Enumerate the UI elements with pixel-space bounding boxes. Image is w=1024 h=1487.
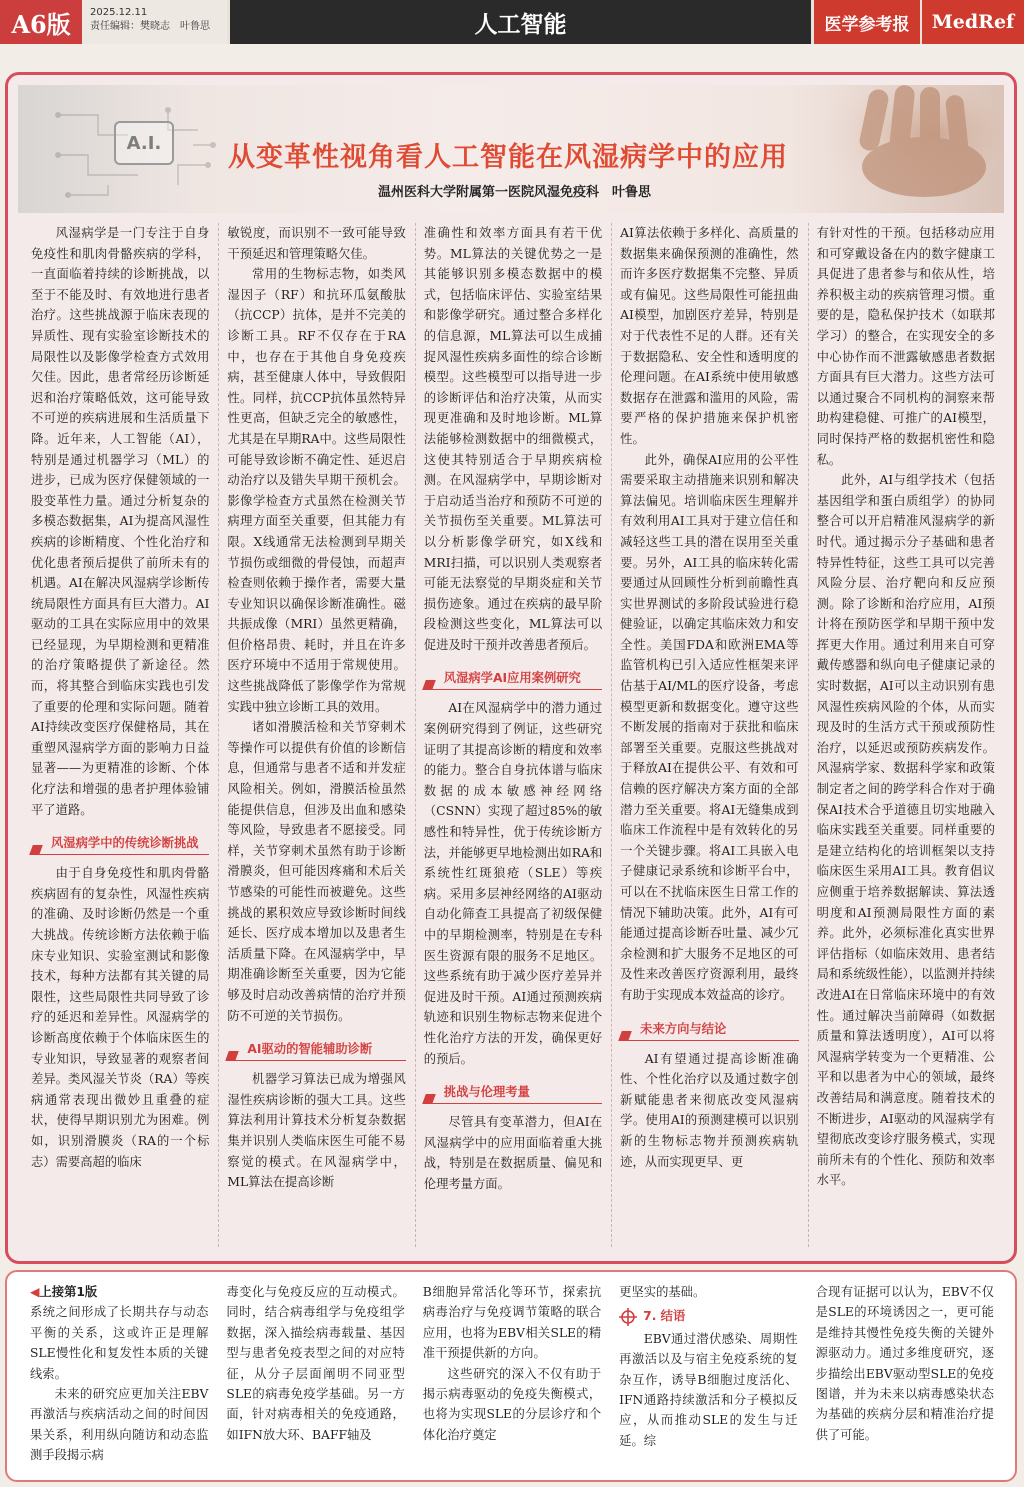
heading-marker (422, 680, 436, 690)
heading-marker (618, 1031, 632, 1041)
medref-logo: MedRef (922, 0, 1024, 44)
paragraph: B细胞异常活化等环节，探索抗病毒治疗与免疫调节策略的联合应用，也将为EBV相关SLE的精准干预提供新的方向。 (422, 1285, 602, 1361)
paragraph: 毒变化与免疫反应的互动模式。同时，结合病毒组学与免疫组学数据，深入描绘病毒载量、基因型与患者免疫表型之间的对应特征，从分子层面阐明不同亚型SLE的病毒免疫学基础。另一方面，针对病毒相关的免疫通路，如IFN放大环、BAFF轴及 (226, 1285, 405, 1442)
article-byline: 温州医科大学附属第一医院风湿免疫科 叶鲁思 (378, 185, 652, 200)
paragraph: 此外，AI与组学技术（包括基因组学和蛋白质组学）的协同整合可以开启精准风湿病学的新时代。通过揭示分子基础和患者特异性特征，这些工具可以完善风险分层、治疗靶向和反应预测。除了诊断和治疗应用，AI预计将在预防医学和早期干预中发挥更大作用。通过利用来自可穿戴传感器和纵向电子健康记录的实时数据，AI可以主动识别有患风湿性疾病风险的个体，从而实现及时的生活方式干预或预防性治疗，以延迟或预防疾病发作。风湿病学家、数据科学家和政策制定者之间的跨学科合作对于确保AI技术合乎道德且切实地融入临床实践至关重要。同样重要的是建立结构化的培训框架以支持临床医生采用AI工具。教育倡议应侧重于培养数据解读、算法透明度和AI预测局限性方面的素养。此外，必须标准化真实世界评估指标（如临床效用、患者结局和系统级性能），以监测并持续改进AI在日常临床环境中的有效性。通过解决当前障碍（如数据质量和算法透明度），AI可以将风湿病学转变为一个更精准、公平和以患者为中心的领域，最终改善结局和满意度。随着技术的不断进步，AI驱动的风湿病学有望彻底改变诊疗服务模式，实现前所未有的个性化、预防和效率水平。 (816, 473, 995, 1188)
paragraph: 合现有证据可以认为，EBV不仅是SLE的环境诱因之一，更可能是维持其慢性免疫失衡的关键外源驱动力。通过多维度研究，逐步描绘出EBV驱动型SLE的免疫图谱，并为未来以病毒感染状态为基础的疾病分层和精准治疗提供了可能。 (815, 1285, 994, 1442)
paragraph: 更坚实的基础。 (619, 1285, 706, 1299)
paragraph: 未来的研究应更加关注EBV再激活与疾病活动之间的时间因果关系，利用纵向随访和动态监测手段揭示病 (30, 1387, 209, 1463)
heading-marker (29, 845, 43, 855)
conclusion-heading (619, 1306, 797, 1326)
header-meta (82, 0, 227, 44)
paragraph: 风湿病学是一门专注于自身免疫性和肌肉骨骼疾病的学科，一直面临着持续的诊断挑战，以至于不能及时、有效地进行患者治疗。这些挑战源于临床表现的异质性、现有实验室诊断技术的局限性以及影像学检查方式效用欠佳。因此，患者常经历诊断延迟和治疗策略低效，这可能导致不可逆的疾病进展和生活质量下降。近年来，人工智能（AI），特别是通过机器学习（ML）的进步，已成为医疗保健领域的一股变革性力量。通过分析复杂的多模态数据集，AI为提高风湿性疾病的诊断精度、个性化治疗和优化患者预后提供了前所未有的机遇。AI在解决风湿病学诊断传统局限性方面具有巨大潜力。AI驱动的工具在实际应用中的效果已经显现，为早期检测和更精准的治疗策略提供了新途径。然而，将其整合到临床实践也引发了重要的伦理和实际问题。随着AI持续改变医疗保健格局，其在重塑风湿病学方面的影响力日益显著——为更精准的诊断、个体化疗法和增强的患者护理体验铺平了道路。 (31, 226, 210, 817)
section-title: 人工智能 (230, 0, 811, 44)
jump-label: 上接第1版 (39, 1285, 98, 1299)
paragraph: 此外，确保AI应用的公平性需要采取主动措施来识别和解决算法偏见。培训临床医生理解并有效利用AI工具对于建立信任和减轻这些工具的潜在误用至关重要。另外，AI工具的临床转化需要通过从回顾性分析到前瞻性真实世界测试的多阶段试验进行稳健验证，以确定其临床效力和安全性。美国FDA和欧洲EMA等监管机构已引入适应性框架来评估基于AI/ML的医疗设备，考虑模型更新和数据变化。遵守这些不断发展的指南对于获批和临床部署至关重要。克服这些挑战对于释放AI在提供公平、有效和可信赖的医疗解决方案方面的全部潜力至关重要。将AI无缝集成到临床工作流程中是有效转化的另一个关键步骤。将AI工具嵌入电子健康记录系统和诊断平台中，可以在不扰临床医生日常工作的情况下辅助决策。此外，AI有可能通过提高诊断吞吐量、减少冗余检测和扩大服务不足地区的可及性来改善医疗资源利用，最终有助于实现成本效益高的诊疗。 (620, 452, 799, 1002)
paragraph: 常用的生物标志物，如类风湿因子（RF）和抗环瓜氨酸肽（抗CCP）抗体，是并不完美的诊断工具。RF不仅存在于RA中，也存在于其他自身免疫疾病，甚至健康人体中，导致假阳性。同样，抗CCP抗体虽然特异性更高，但缺乏完全的敏感性，尤其是在早期RA中。这些局限性可能导致诊断不确定性、延迟启动治疗以及错失早期干预机会。影像学检查方式虽然在检测关节病理方面至关重要，但其能力有限。X线通常无法检测到早期关节损伤或细微的骨侵蚀，而超声检查则依赖于操作者，需要大量专业知识以确保诊断准确性。磁共振成像（MRI）虽然更精确，但价格昂贵、耗时，并且在许多医疗环境中不适用于常规使用。这些挑战降低了影像学作为常规实践中独立诊断工具的效用。 (227, 267, 406, 714)
page-header (0, 0, 1024, 44)
edition-label: A6版 (0, 0, 82, 44)
section-heading-text: 未来方向与结论 (640, 1021, 727, 1036)
section-heading-text: 挑战与伦理考量 (443, 1085, 530, 1100)
left-arrow-icon: ◀ (30, 1285, 40, 1299)
paragraph: 尽管具有变革潜力，但AI在风湿病学中的应用面临着重大挑战，特别是在数据质量、偏见和伦理考量方面。 (423, 1115, 603, 1191)
paragraph: 机器学习算法已成为增强风湿性疾病诊断的强大工具。这些算法利用计算技术分析复杂数据集并识别人类临床医生可能不易察觉的模式。在风湿病学中，ML算法在提高诊断 (227, 1072, 406, 1190)
paragraph: 由于自身免疫性和肌肉骨骼疾病固有的复杂性，风湿性疾病的准确、及时诊断仍然是一个重大挑战。传统诊断方法依赖于临床专业知识、实验室测试和影像技术，每种方法都有其关键的局限性，这些局限性共同导致了诊疗的延迟和差异性。风湿病学的诊断高度依赖于个体临床医生的专业知识，导致显著的观察者间差异。类风湿关节炎（RA）等疾病通常表现出微妙且重叠的症状，使得早期识别尤为困难。例如，识别滑膜炎（RA的一个标志）需要高超的临床 (31, 866, 210, 1169)
column-2 (218, 223, 414, 1257)
continuation-column-5 (807, 1282, 1003, 1478)
continuation-columns (21, 1282, 1003, 1478)
heading-marker (226, 1051, 240, 1061)
article-columns (22, 223, 1004, 1257)
article-title: 从变革性视角看人工智能在风湿病学中的应用 (228, 142, 788, 173)
paragraph: AI有望通过提高诊断准确性、个性化治疗以及通过数字创新赋能患者来彻底改变风湿病学。使用AI的预测建模可以识别新的生物标志物并预测疾病轨迹，从而实现更早、更 (620, 1051, 799, 1169)
section-heading (424, 1081, 602, 1104)
column-5 (808, 223, 1004, 1257)
paragraph: 敏锐度，而识别不一致可能导致干预延迟和管理策略欠佳。 (227, 226, 406, 261)
conclusion-heading-text: 7. 结语 (643, 1309, 686, 1324)
paragraph: 诸如滑膜活检和关节穿刺术等操作可以提供有价值的诊断信息，但通常与患者不适和并发症风险相关。例如，滑膜活检虽然能提供信息，但涉及出血和感染等风险，导致患者不愿接受。同样，关节穿刺术虽然有助于诊断滑膜炎，但可能因疼痛和术后关节感染的可能性而被避免。这些挑战的累积效应导致诊断时间线延长、医疗成本增加以及患者生活质量下降。在风湿病学中，早期准确诊断至关重要，因为它能够及时启动改善病情的治疗并预防不可逆的关节损伤。 (227, 720, 406, 1023)
paragraph: 系统之间形成了长期共存与动态平衡的关系，这或许正是理解SLE慢性化和复发性本质的关键线索。 (30, 1305, 209, 1381)
section-heading (424, 667, 602, 690)
article-frame (5, 72, 1017, 1264)
continuation-column-3 (414, 1282, 610, 1478)
crosshair-icon (619, 1308, 637, 1326)
column-3 (415, 223, 611, 1257)
section-heading (31, 832, 209, 855)
newspaper-brand: 医学参考报 (814, 0, 920, 44)
continuation-box (5, 1270, 1017, 1482)
paragraph: 有针对性的干预。包括移动应用和可穿戴设备在内的数字健康工具促进了患者参与和依从性，培养积极主动的疾病管理习惯。重要的是，隐私保护技术（如联邦学习）的整合，在实现安全的多中心协作而不泄露敏感患者数据方面具有巨大潜力。这些方法可以通过聚合不同机构的洞察来帮助构建稳健、可推广的AI模型，同时保持严格的数据机密性和隐私。 (816, 226, 995, 467)
section-heading (620, 1018, 798, 1041)
paragraph: AI在风湿病学中的潜力通过案例研究得到了例证，这些研究证明了其提高诊断的精度和效率的能力。整合自身抗体谱与临床数据的成本敏感神经网络（CSNN）实现了超过85%的敏感性和特异性，优于传统诊断方法，并能够更早地检测出如RA和系统性红斑狼疮（SLE）等疾病。采用多层神经网络的AI驱动自动化筛查工具提高了初级保健中的早期检测率，特别是在专科医生资源有限的服务不足地区。这些系统有助于减少医疗差异并促进及时干预。AI通过预测疾病轨迹和识别生物标志物来促进个性化治疗方法的开发，确保更好的预后。 (423, 701, 603, 1066)
ai-badge: A.I. (114, 121, 174, 165)
continuation-column-1 (21, 1282, 217, 1478)
continuation-column-2 (217, 1282, 413, 1478)
column-1 (22, 223, 218, 1257)
paragraph: AI算法依赖于多样化、高质量的数据集来确保预测的准确性，然而许多医疗数据集不完整、异质或有偏见。这些局限性可能扭曲AI模型，加剧医疗差异，特别是对于代表性不足的人群。还有关于数据隐私、安全性和透明度的伦理问题。在AI系统中使用敏感数据存在泄露和滥用的风险，需要严格的保护措施来保护机密性。 (620, 226, 799, 446)
issue-date: 2025.12.11 (90, 7, 148, 18)
column-4 (611, 223, 807, 1257)
editors: 责任编辑：樊晓志 叶鲁思 (90, 21, 210, 32)
paragraph: EBV通过潜伏感染、周期性再激活以及与宿主免疫系统的复杂互作，诱导B细胞过度活化、IFN通路持续激活和分子模拟反应，从而推动SLE的发生与迁延。综 (619, 1331, 798, 1448)
article-banner (18, 85, 1004, 213)
section-heading (227, 1038, 405, 1061)
section-heading-text: 风湿病学AI应用案例研究 (443, 671, 581, 686)
heading-marker (422, 1094, 436, 1104)
section-heading-text: AI驱动的智能辅助诊断 (247, 1042, 373, 1057)
jump-line (30, 1282, 208, 1302)
continuation-column-4 (610, 1282, 806, 1478)
section-heading-text: 风湿病学中的传统诊断挑战 (51, 836, 199, 851)
paragraph: 这些研究的深入不仅有助于揭示病毒驱动的免疫失衡模式，也将为实现SLE的分层诊疗和个体化治疗奠定 (422, 1366, 602, 1442)
paragraph: 准确性和效率方面具有若干优势。ML算法的关键优势之一是其能够识别多模态数据中的模式，包括临床评估、实验室结果和影像学研究。通过整合多样化的信息源，ML算法可以生成捕捉风湿性疾病多面性的综合诊断模型。这些模型可以指导进一步的诊断评估和治疗决策，从而实现更准确和及时地诊断。ML算法能够检测数据中的细微模式，这使其特别适合于早期疾病检测。在风湿病学中，早期诊断对于启动适当治疗和预防不可逆的关节损伤至关重要。ML算法可以分析影像学研究，如X线和MRI扫描，可以识别人类观察者可能无法察觉的早期炎症和关节损伤迹象。通过在疾病的最早阶段检测这些变化，ML算法可以促进及时干预并改善患者预后。 (423, 226, 603, 652)
